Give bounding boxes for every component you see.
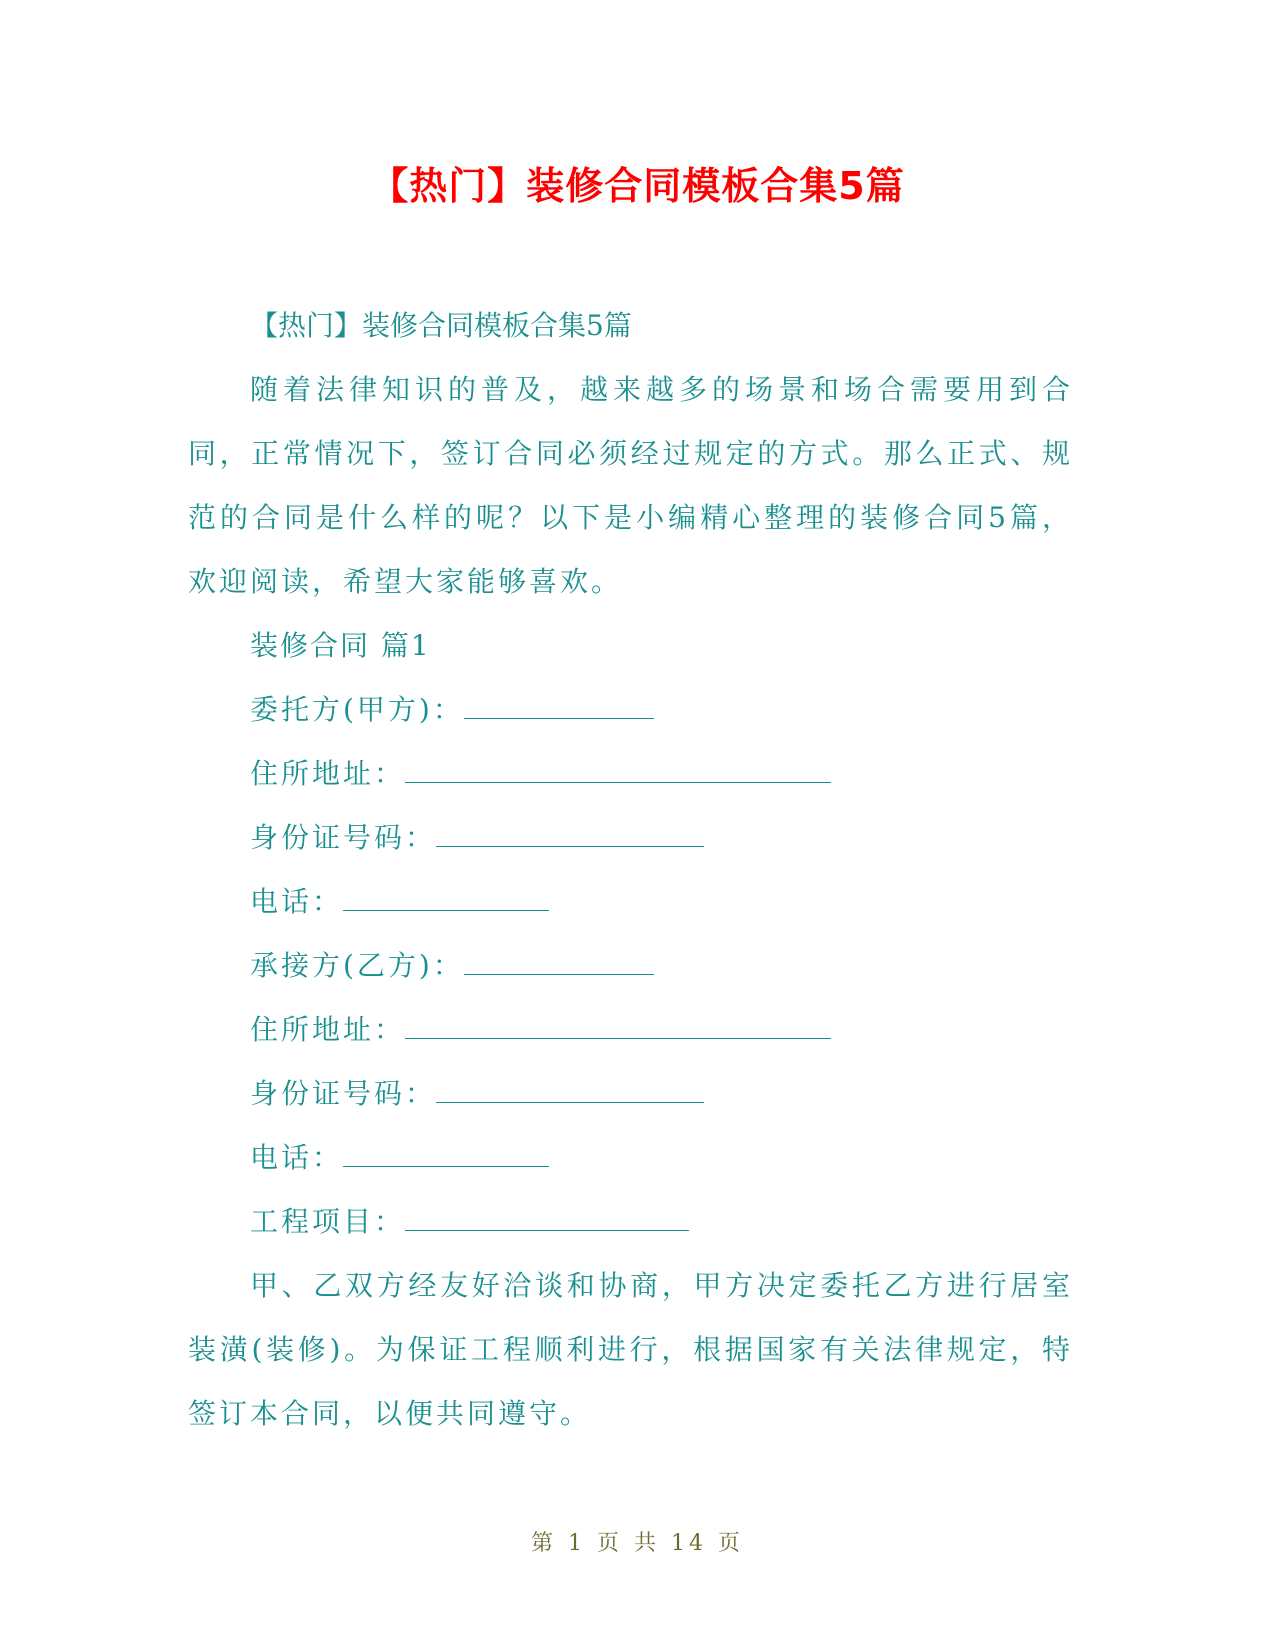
- field-label: 住所地址：: [250, 757, 406, 790]
- field-blank: [343, 1144, 549, 1167]
- intro-paragraph: 随着法律知识的普及，越来越多的场景和场合需要用到合同，正常情况下，签订合同必须经过规定的方式。那么正式、规范的合同是什么样的呢？以下是小编精心整理的装修合同5篇，欢迎阅读，希望大家能够喜欢。: [188, 373, 1073, 598]
- field-label: 委托方(甲方)：: [250, 693, 464, 726]
- field-label: 身份证号码：: [250, 1077, 437, 1110]
- page-footer: 第 1 页 共 14 页: [531, 1531, 744, 1556]
- closing-paragraph: 甲、乙双方经友好洽谈和协商，甲方决定委托乙方进行居室装潢(装修)。为保证工程顺利进行，根据国家有关法律规定，特签订本合同，以便共同遵守。: [188, 1269, 1073, 1430]
- contractor-id-field: [188, 1062, 1073, 1126]
- field-blank: [343, 888, 549, 911]
- field-blank: [405, 1016, 831, 1039]
- contractor-address-field: [188, 998, 1073, 1062]
- field-label: 住所地址：: [250, 1013, 406, 1046]
- field-label: 工程项目：: [250, 1205, 406, 1238]
- client-phone-field: [188, 870, 1073, 934]
- client-id-field: [188, 806, 1073, 870]
- client-address-field: [188, 742, 1073, 806]
- field-blank: [405, 760, 831, 783]
- document-title: 【热门】装修合同模板合集5篇: [370, 164, 905, 208]
- document-body: [188, 294, 1073, 1446]
- field-blank: [464, 696, 654, 719]
- document-subtitle: 【热门】装修合同模板合集5篇: [250, 309, 632, 342]
- field-blank: [464, 952, 654, 975]
- section-title: 装修合同 篇1: [250, 629, 431, 662]
- field-label: 电话：: [250, 885, 344, 918]
- field-label: 电话：: [250, 1141, 344, 1174]
- field-label: 承接方(乙方)：: [250, 949, 464, 982]
- contractor-phone-field: [188, 1126, 1073, 1190]
- project-field: [188, 1190, 1073, 1254]
- field-blank: [436, 824, 704, 847]
- contractor-name-field: [188, 934, 1073, 998]
- field-blank: [405, 1208, 689, 1231]
- field-blank: [436, 1080, 704, 1103]
- field-label: 身份证号码：: [250, 821, 437, 854]
- client-name-field: [188, 678, 1073, 742]
